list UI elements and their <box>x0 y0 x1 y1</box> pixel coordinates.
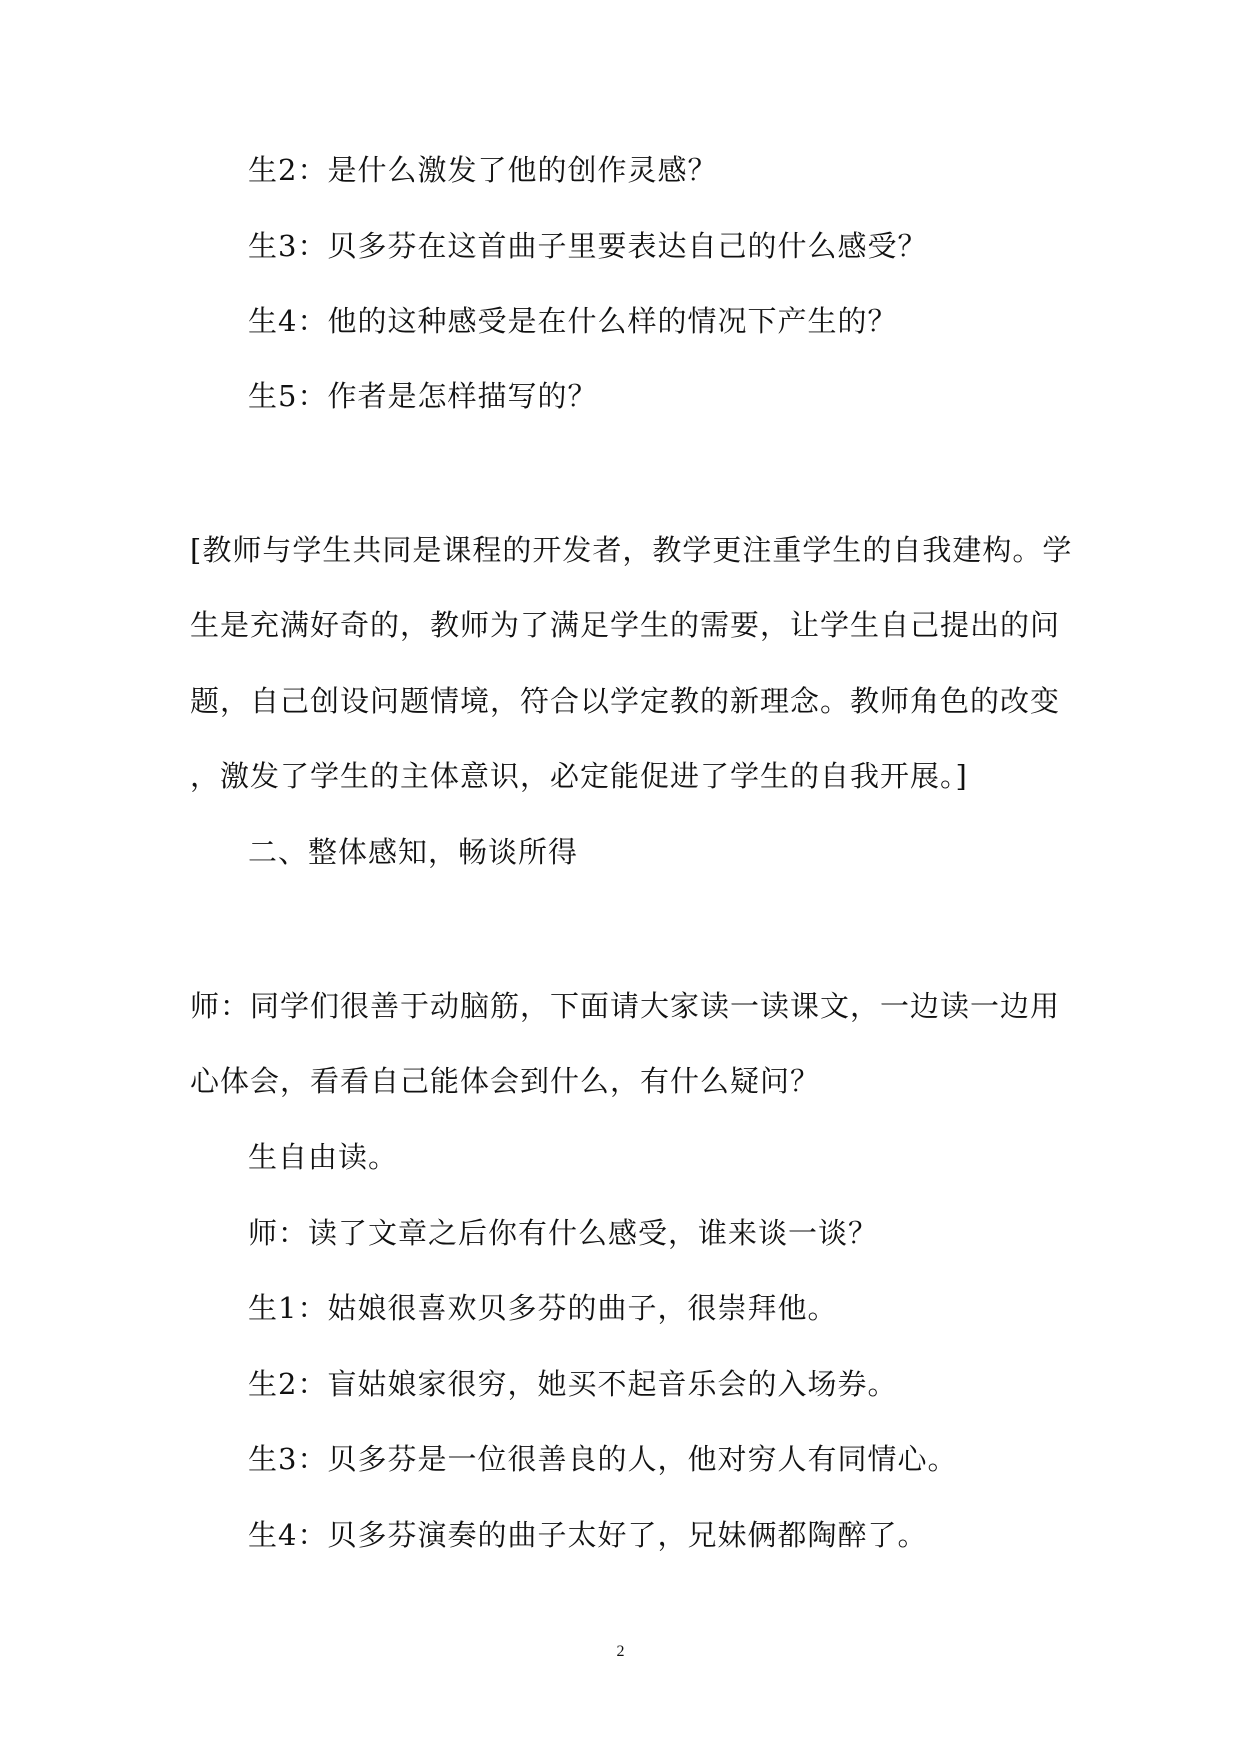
text-line-4: 生5：作者是怎样描写的？ <box>248 379 598 413</box>
section-heading: 二、整体感知，畅谈所得 <box>248 835 579 869</box>
text-line-10: 师：同学们很善于动脑筋，下面请大家读一读课文，一边读一边用 <box>190 989 1061 1023</box>
text-line-11: 心体会，看看自己能体会到什么，有什么疑问？ <box>190 1064 821 1098</box>
text-line-3: 生4：他的这种感受是在什么样的情况下产生的？ <box>248 304 898 338</box>
text-line-12: 生自由读。 <box>248 1140 399 1174</box>
text-line-13: 师：读了文章之后你有什么感受，谁来谈一谈？ <box>248 1216 879 1250</box>
text-line-5: [教师与学生共同是课程的开发者，教学更注重学生的自我建构。学 <box>190 533 1073 567</box>
text-line-16: 生3：贝多芬是一位很善良的人，他对穷人有同情心。 <box>248 1442 958 1476</box>
page-number: 2 <box>616 1643 625 1660</box>
text-line-17: 生4：贝多芬演奏的曲子太好了，兄妹俩都陶醉了。 <box>248 1518 928 1552</box>
text-line-2: 生3：贝多芬在这首曲子里要表达自己的什么感受？ <box>248 229 928 263</box>
text-line-8: ，激发了学生的主体意识，必定能促进了学生的自我开展。] <box>190 759 968 793</box>
text-line-7: 题，自己创设问题情境，符合以学定教的新理念。教师角色的改变 <box>190 684 1061 718</box>
text-line-14: 生1：姑娘很喜欢贝多芬的曲子，很崇拜他。 <box>248 1291 838 1325</box>
text-line-15: 生2：盲姑娘家很穷，她买不起音乐会的入场券。 <box>248 1367 898 1401</box>
text-line-1: 生2：是什么激发了他的创作灵感？ <box>248 153 718 187</box>
text-line-6: 生是充满好奇的，教师为了满足学生的需要，让学生自己提出的问 <box>190 608 1061 642</box>
